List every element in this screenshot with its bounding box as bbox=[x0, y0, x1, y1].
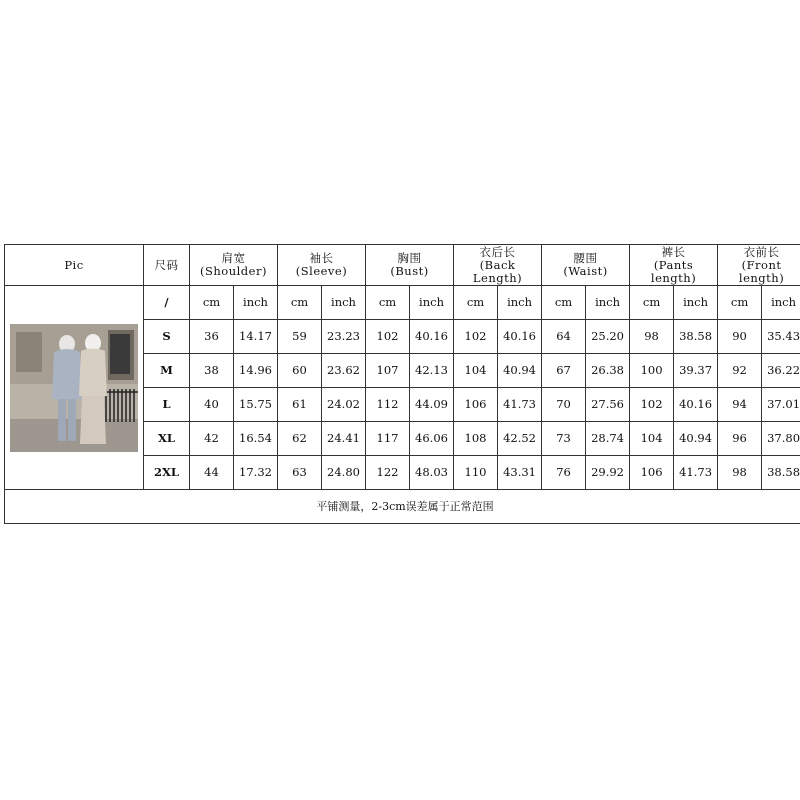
table-cell: 90 bbox=[718, 320, 762, 354]
table-cell: 35.43 bbox=[762, 320, 800, 354]
table-cell: 117 bbox=[366, 422, 410, 456]
sleeve-header-en: (Sleeve) bbox=[295, 264, 348, 278]
table-cell: 106 bbox=[454, 388, 498, 422]
shoulder-header-en: (Shoulder) bbox=[200, 264, 267, 278]
shoulder-header bbox=[190, 245, 278, 286]
table-cell: 27.56 bbox=[586, 388, 630, 422]
table-cell: 102 bbox=[366, 320, 410, 354]
table-cell: 76 bbox=[542, 456, 586, 490]
unit-inch: inch bbox=[586, 286, 630, 320]
table-cell: 15.75 bbox=[234, 388, 278, 422]
unit-inch: inch bbox=[674, 286, 718, 320]
table-cell: 28.74 bbox=[586, 422, 630, 456]
front-length-header-en2: length) bbox=[738, 270, 785, 285]
table-cell: 122 bbox=[366, 456, 410, 490]
pants-length-header bbox=[630, 245, 718, 286]
unit-inch: inch bbox=[322, 286, 366, 320]
table-cell: 37.01 bbox=[762, 388, 800, 422]
front-length-header-zh: 衣前长 bbox=[743, 244, 780, 259]
table-cell: 104 bbox=[454, 354, 498, 388]
size-chart-table bbox=[4, 244, 800, 524]
table-cell: 44 bbox=[190, 456, 234, 490]
unit-cm: cm bbox=[366, 286, 410, 320]
unit-inch: inch bbox=[762, 286, 800, 320]
back-length-header-en2: Length) bbox=[472, 270, 523, 285]
table-cell: 42.52 bbox=[498, 422, 542, 456]
table-cell: 112 bbox=[366, 388, 410, 422]
table-cell: 48.03 bbox=[410, 456, 454, 490]
table-cell: 61 bbox=[278, 388, 322, 422]
table-cell: 59 bbox=[278, 320, 322, 354]
back-length-header bbox=[454, 245, 542, 286]
table-cell: 63 bbox=[278, 456, 322, 490]
unit-inch: inch bbox=[234, 286, 278, 320]
size-label: S bbox=[144, 320, 190, 354]
table-cell: 23.23 bbox=[322, 320, 366, 354]
bust-header-en: (Bust) bbox=[390, 264, 429, 278]
table-cell: 39.37 bbox=[674, 354, 718, 388]
unit-row bbox=[5, 286, 800, 320]
table-cell: 17.32 bbox=[234, 456, 278, 490]
size-label: 2XL bbox=[144, 456, 190, 490]
table-cell: 73 bbox=[542, 422, 586, 456]
unit-cm: cm bbox=[630, 286, 674, 320]
table-cell: 108 bbox=[454, 422, 498, 456]
table-cell: 29.92 bbox=[586, 456, 630, 490]
table-cell: 24.02 bbox=[322, 388, 366, 422]
pants-length-header-en: (Pants bbox=[653, 257, 694, 272]
table-cell: 60 bbox=[278, 354, 322, 388]
table-cell: 16.54 bbox=[234, 422, 278, 456]
table-cell: 67 bbox=[542, 354, 586, 388]
table-cell: 37.80 bbox=[762, 422, 800, 456]
table-cell: 102 bbox=[454, 320, 498, 354]
unit-cm: cm bbox=[542, 286, 586, 320]
table-cell: 62 bbox=[278, 422, 322, 456]
table-cell: 38 bbox=[190, 354, 234, 388]
table-cell: 40.16 bbox=[498, 320, 542, 354]
pants-length-header-en2: length) bbox=[650, 270, 697, 285]
table-cell: 102 bbox=[630, 388, 674, 422]
table-cell: 43.31 bbox=[498, 456, 542, 490]
unit-cm: cm bbox=[190, 286, 234, 320]
product-photo-cell bbox=[5, 286, 144, 490]
table-cell: 40.94 bbox=[498, 354, 542, 388]
table-cell: 100 bbox=[630, 354, 674, 388]
front-length-header bbox=[718, 245, 800, 286]
front-length-header-en: (Front bbox=[741, 257, 782, 272]
table-cell: 107 bbox=[366, 354, 410, 388]
table-cell: 64 bbox=[542, 320, 586, 354]
table-cell: 41.73 bbox=[674, 456, 718, 490]
table-cell: 98 bbox=[718, 456, 762, 490]
size-header: 尺码 bbox=[144, 245, 190, 286]
waist-header-en: (Waist) bbox=[563, 264, 608, 278]
pic-header: Pic bbox=[5, 245, 144, 286]
table-cell: 106 bbox=[630, 456, 674, 490]
waist-header-zh: 腰围 bbox=[573, 251, 598, 265]
table-cell: 46.06 bbox=[410, 422, 454, 456]
table-cell: 41.73 bbox=[498, 388, 542, 422]
table-cell: 25.20 bbox=[586, 320, 630, 354]
sleeve-header bbox=[278, 245, 366, 286]
table-cell: 40 bbox=[190, 388, 234, 422]
table-cell: 26.38 bbox=[586, 354, 630, 388]
table-cell: 38.58 bbox=[674, 320, 718, 354]
table-cell: 42 bbox=[190, 422, 234, 456]
back-length-header-zh: 衣后长 bbox=[479, 244, 516, 259]
unit-inch: inch bbox=[498, 286, 542, 320]
unit-inch: inch bbox=[410, 286, 454, 320]
table-cell: 40.94 bbox=[674, 422, 718, 456]
table-cell: 36 bbox=[190, 320, 234, 354]
table-cell: 40.16 bbox=[410, 320, 454, 354]
table-cell: 14.17 bbox=[234, 320, 278, 354]
unit-cm: cm bbox=[718, 286, 762, 320]
measurement-note: 平铺测量，2-3cm误差属于正常范围 bbox=[5, 490, 800, 524]
bust-header-zh: 胸围 bbox=[397, 251, 422, 265]
table-cell: 44.09 bbox=[410, 388, 454, 422]
bust-header bbox=[366, 245, 454, 286]
table-cell: 24.80 bbox=[322, 456, 366, 490]
table-cell: 36.22 bbox=[762, 354, 800, 388]
table-cell: 104 bbox=[630, 422, 674, 456]
waist-header bbox=[542, 245, 630, 286]
table-cell: 38.58 bbox=[762, 456, 800, 490]
table-cell: 94 bbox=[718, 388, 762, 422]
pants-length-header-zh: 裤长 bbox=[661, 244, 686, 259]
unit-slash: / bbox=[144, 286, 190, 320]
table-cell: 98 bbox=[630, 320, 674, 354]
table-cell: 14.96 bbox=[234, 354, 278, 388]
table-cell: 92 bbox=[718, 354, 762, 388]
table-cell: 42.13 bbox=[410, 354, 454, 388]
sleeve-header-zh: 袖长 bbox=[309, 251, 334, 265]
table-cell: 40.16 bbox=[674, 388, 718, 422]
back-length-header-en: (Back bbox=[479, 257, 516, 272]
size-label: M bbox=[144, 354, 190, 388]
size-label: XL bbox=[144, 422, 190, 456]
table-cell: 110 bbox=[454, 456, 498, 490]
shoulder-header-zh: 肩宽 bbox=[221, 251, 246, 265]
size-label: L bbox=[144, 388, 190, 422]
table-cell: 70 bbox=[542, 388, 586, 422]
table-cell: 24.41 bbox=[322, 422, 366, 456]
table-cell: 96 bbox=[718, 422, 762, 456]
table-cell: 23.62 bbox=[322, 354, 366, 388]
footer-row bbox=[5, 490, 800, 524]
unit-cm: cm bbox=[454, 286, 498, 320]
product-photo bbox=[10, 324, 138, 452]
unit-cm: cm bbox=[278, 286, 322, 320]
header-row bbox=[5, 245, 800, 286]
